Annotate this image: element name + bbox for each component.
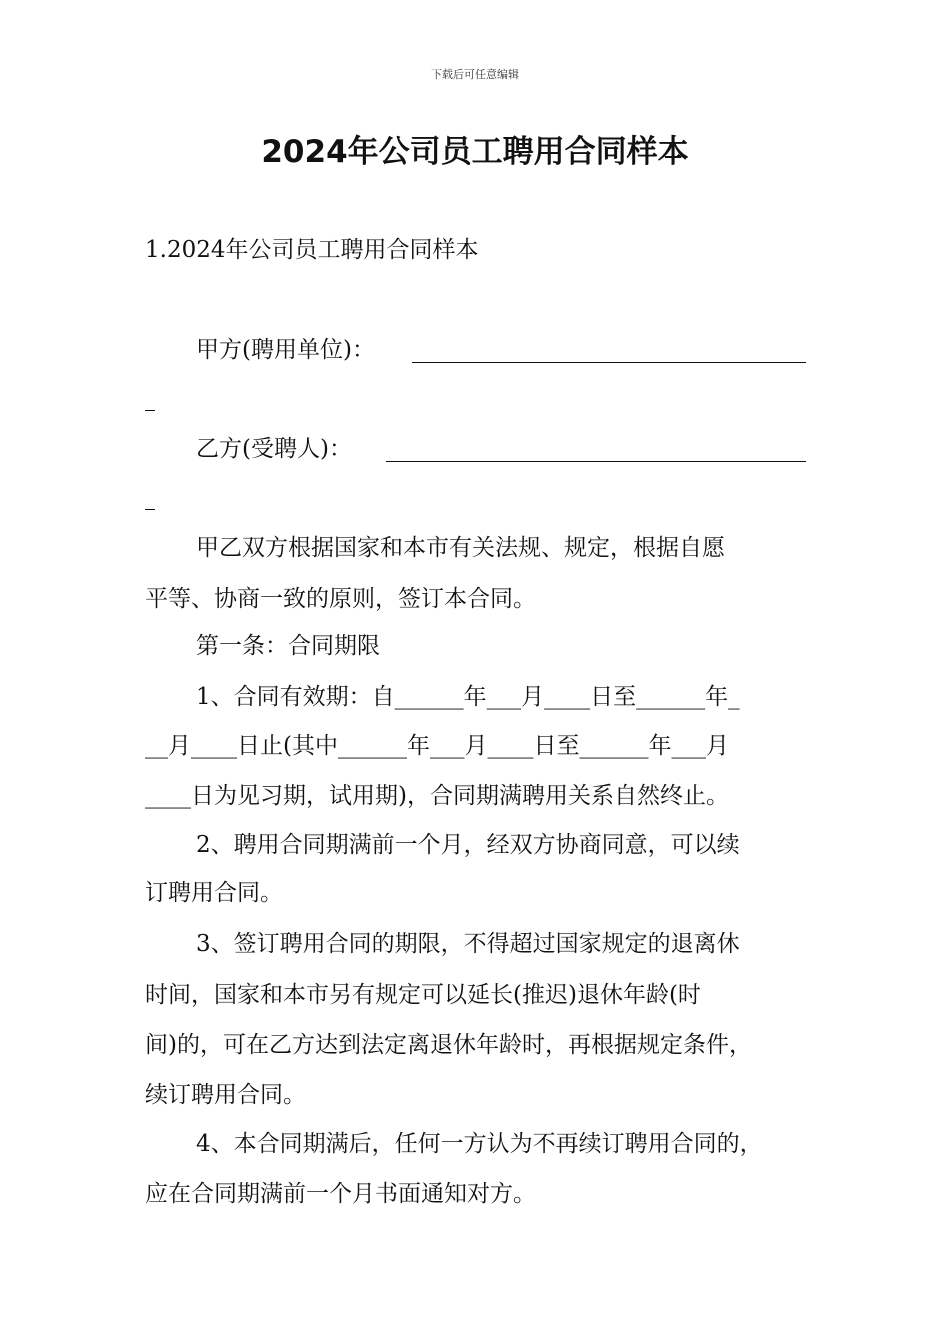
party-b-blank (386, 461, 806, 462)
paragraph-line: 续订聘用合同。 (145, 1082, 306, 1108)
paragraph-line: 4、本合同期满后，任何一方认为不再续订聘用合同的， (196, 1131, 763, 1157)
paragraph-line: 订聘用合同。 (145, 880, 283, 906)
paragraph-line: 2、聘用合同期满前一个月，经双方协商同意，可以续 (196, 832, 740, 858)
party-a-label: 甲方(聘用单位)： (196, 337, 375, 363)
party-a-blank-continuation (145, 410, 155, 411)
party-a-blank (412, 362, 806, 363)
document-title: 2024年公司员工聘用合同样本 (261, 134, 689, 170)
paragraph-line: 1、合同有效期：自______年___月____日至______年_ (196, 684, 740, 710)
party-b-label: 乙方(受聘人)： (196, 436, 352, 462)
paragraph-line: __月____日止(其中______年___月____日至______年___月 (145, 733, 729, 759)
party-b-blank-continuation (145, 509, 155, 510)
paragraph-line: 应在合同期满前一个月书面通知对方。 (145, 1181, 536, 1207)
paragraph-line: 时间，国家和本市另有规定可以延长(推迟)退休年龄(时 (145, 982, 701, 1008)
paragraph-line: 间)的，可在乙方达到法定离退休年龄时，再根据规定条件， (145, 1032, 752, 1058)
paragraph-line: 甲乙双方根据国家和本市有关法规、规定，根据自愿 (196, 535, 725, 561)
header-note: 下载后可任意编辑 (431, 68, 519, 81)
paragraph-line: ____日为见习期，试用期)，合同期满聘用关系自然终止。 (145, 783, 729, 809)
section-heading: 1.2024年公司员工聘用合同样本 (145, 237, 479, 263)
article-heading: 第一条：合同期限 (196, 633, 380, 659)
paragraph-line: 平等、协商一致的原则，签订本合同。 (145, 586, 536, 612)
paragraph-line: 3、签订聘用合同的期限，不得超过国家规定的退离休 (196, 931, 740, 957)
